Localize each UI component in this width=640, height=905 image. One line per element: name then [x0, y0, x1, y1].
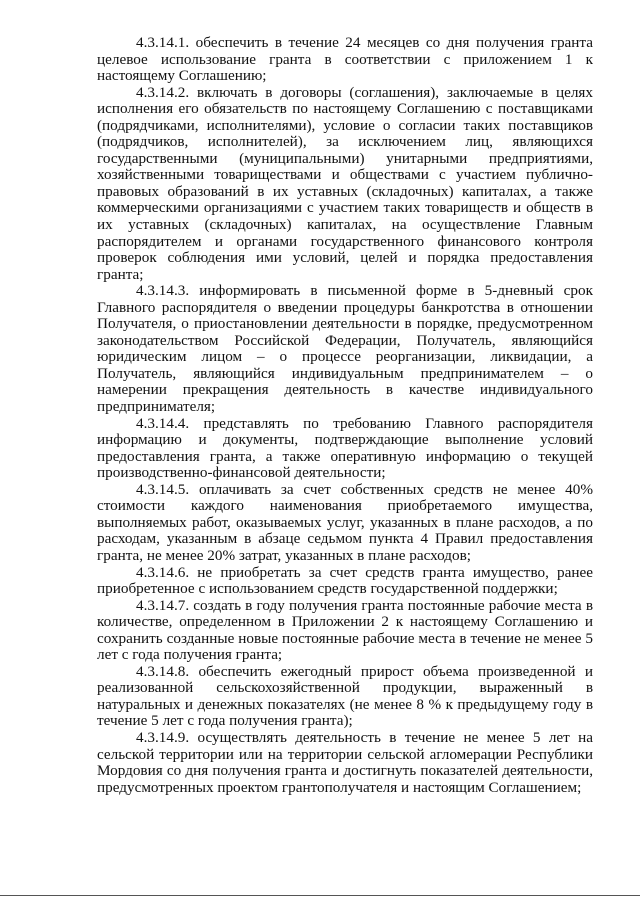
paragraph-4-3-14-1: 4.3.14.1. обеспечить в течение 24 месяцев со дня получения гранта целевое использование гранта в соответствии с приложением 1 к настоящему Соглашению;: [97, 34, 593, 85]
footer-rule: [0, 895, 640, 896]
paragraph-4-3-14-5: 4.3.14.5. оплачивать за счет собственных средств не менее 40% стоимости каждого наименования приобретаемого имущества, выполняемых работ, оказываемых услуг, указанных в плане расходов, а по расходам, указанным в абзаце седьмом пункта 4 Правил предоставления гранта, не менее 20% затрат, указанных в плане расходов;: [97, 480, 593, 564]
paragraph-4-3-14-3: 4.3.14.3. информировать в письменной форме в 5-дневный срок Главного распорядителя о введении процедуры банкротства в отношении Получателя, о приостановлении деятельности в порядке, предусмотренном законодательством Российской Федерации, Получатель, являющийся юридическим лицом – о процессе реорганизации, ликвидации, а Получатель, являющийся индивидуальным предпринимателем – о намерении прекращения деятельность в качестве индивидуального предпринимателя;: [97, 282, 593, 416]
paragraph-4-3-14-9: 4.3.14.9. осуществлять деятельность в течение не менее 5 лет на сельской территории или на территории сельской агломерации Республики Мордовия со дня получения гранта и достигнуть показателей деятельности, предусмотренных проектом грантополучателя и настоящим Соглашением;: [97, 728, 593, 796]
document-body: [97, 35, 593, 796]
paragraph-4-3-14-8: 4.3.14.8. обеспечить ежегодный прирост объема произведенной и реализованной сельскохозяйственной продукции, выраженный в натуральных и денежных показателях (не менее 8 % к предыдущему году в течение 5 лет с года получения гранта);: [97, 662, 593, 730]
paragraph-4-3-14-2: 4.3.14.2. включать в договоры (соглашения), заключаемые в целях исполнения его обязательств по настоящему Соглашению с поставщиками (подрядчиками, исполнителями), условие о согласии таких поставщиков (подрядчиков, исполнителей), за исключением лиц, являющихся государственными (муниципальными) унитарными предприятиями, хозяйственными товариществами и обществами с участием публично-правовых образований в их уставных (складочных) капиталах, а также коммерческими организациями с участием таких товариществ и обществ в их уставных (складочных) капиталах, на осуществление Главным распорядителем и органами государственного финансового контроля проверок соблюдения ими условий, целей и порядка предоставления гранта;: [97, 83, 593, 283]
paragraph-4-3-14-6: 4.3.14.6. не приобретать за счет средств гранта имущество, ранее приобретенное с использованием средств государственной поддержки;: [97, 563, 593, 598]
paragraph-4-3-14-4: 4.3.14.4. представлять по требованию Главного распорядителя информацию и документы, подтверждающие выполнение условий предоставления гранта, а также оперативную информацию о текущей производственно-финансовой деятельности;: [97, 414, 593, 482]
paragraph-4-3-14-7: 4.3.14.7. создать в году получения гранта постоянные рабочие места в количестве, определенном в Приложении 2 к настоящему Соглашению и сохранить созданные новые постоянные рабочие места в течение не менее 5 лет с года получения гранта;: [97, 596, 593, 664]
